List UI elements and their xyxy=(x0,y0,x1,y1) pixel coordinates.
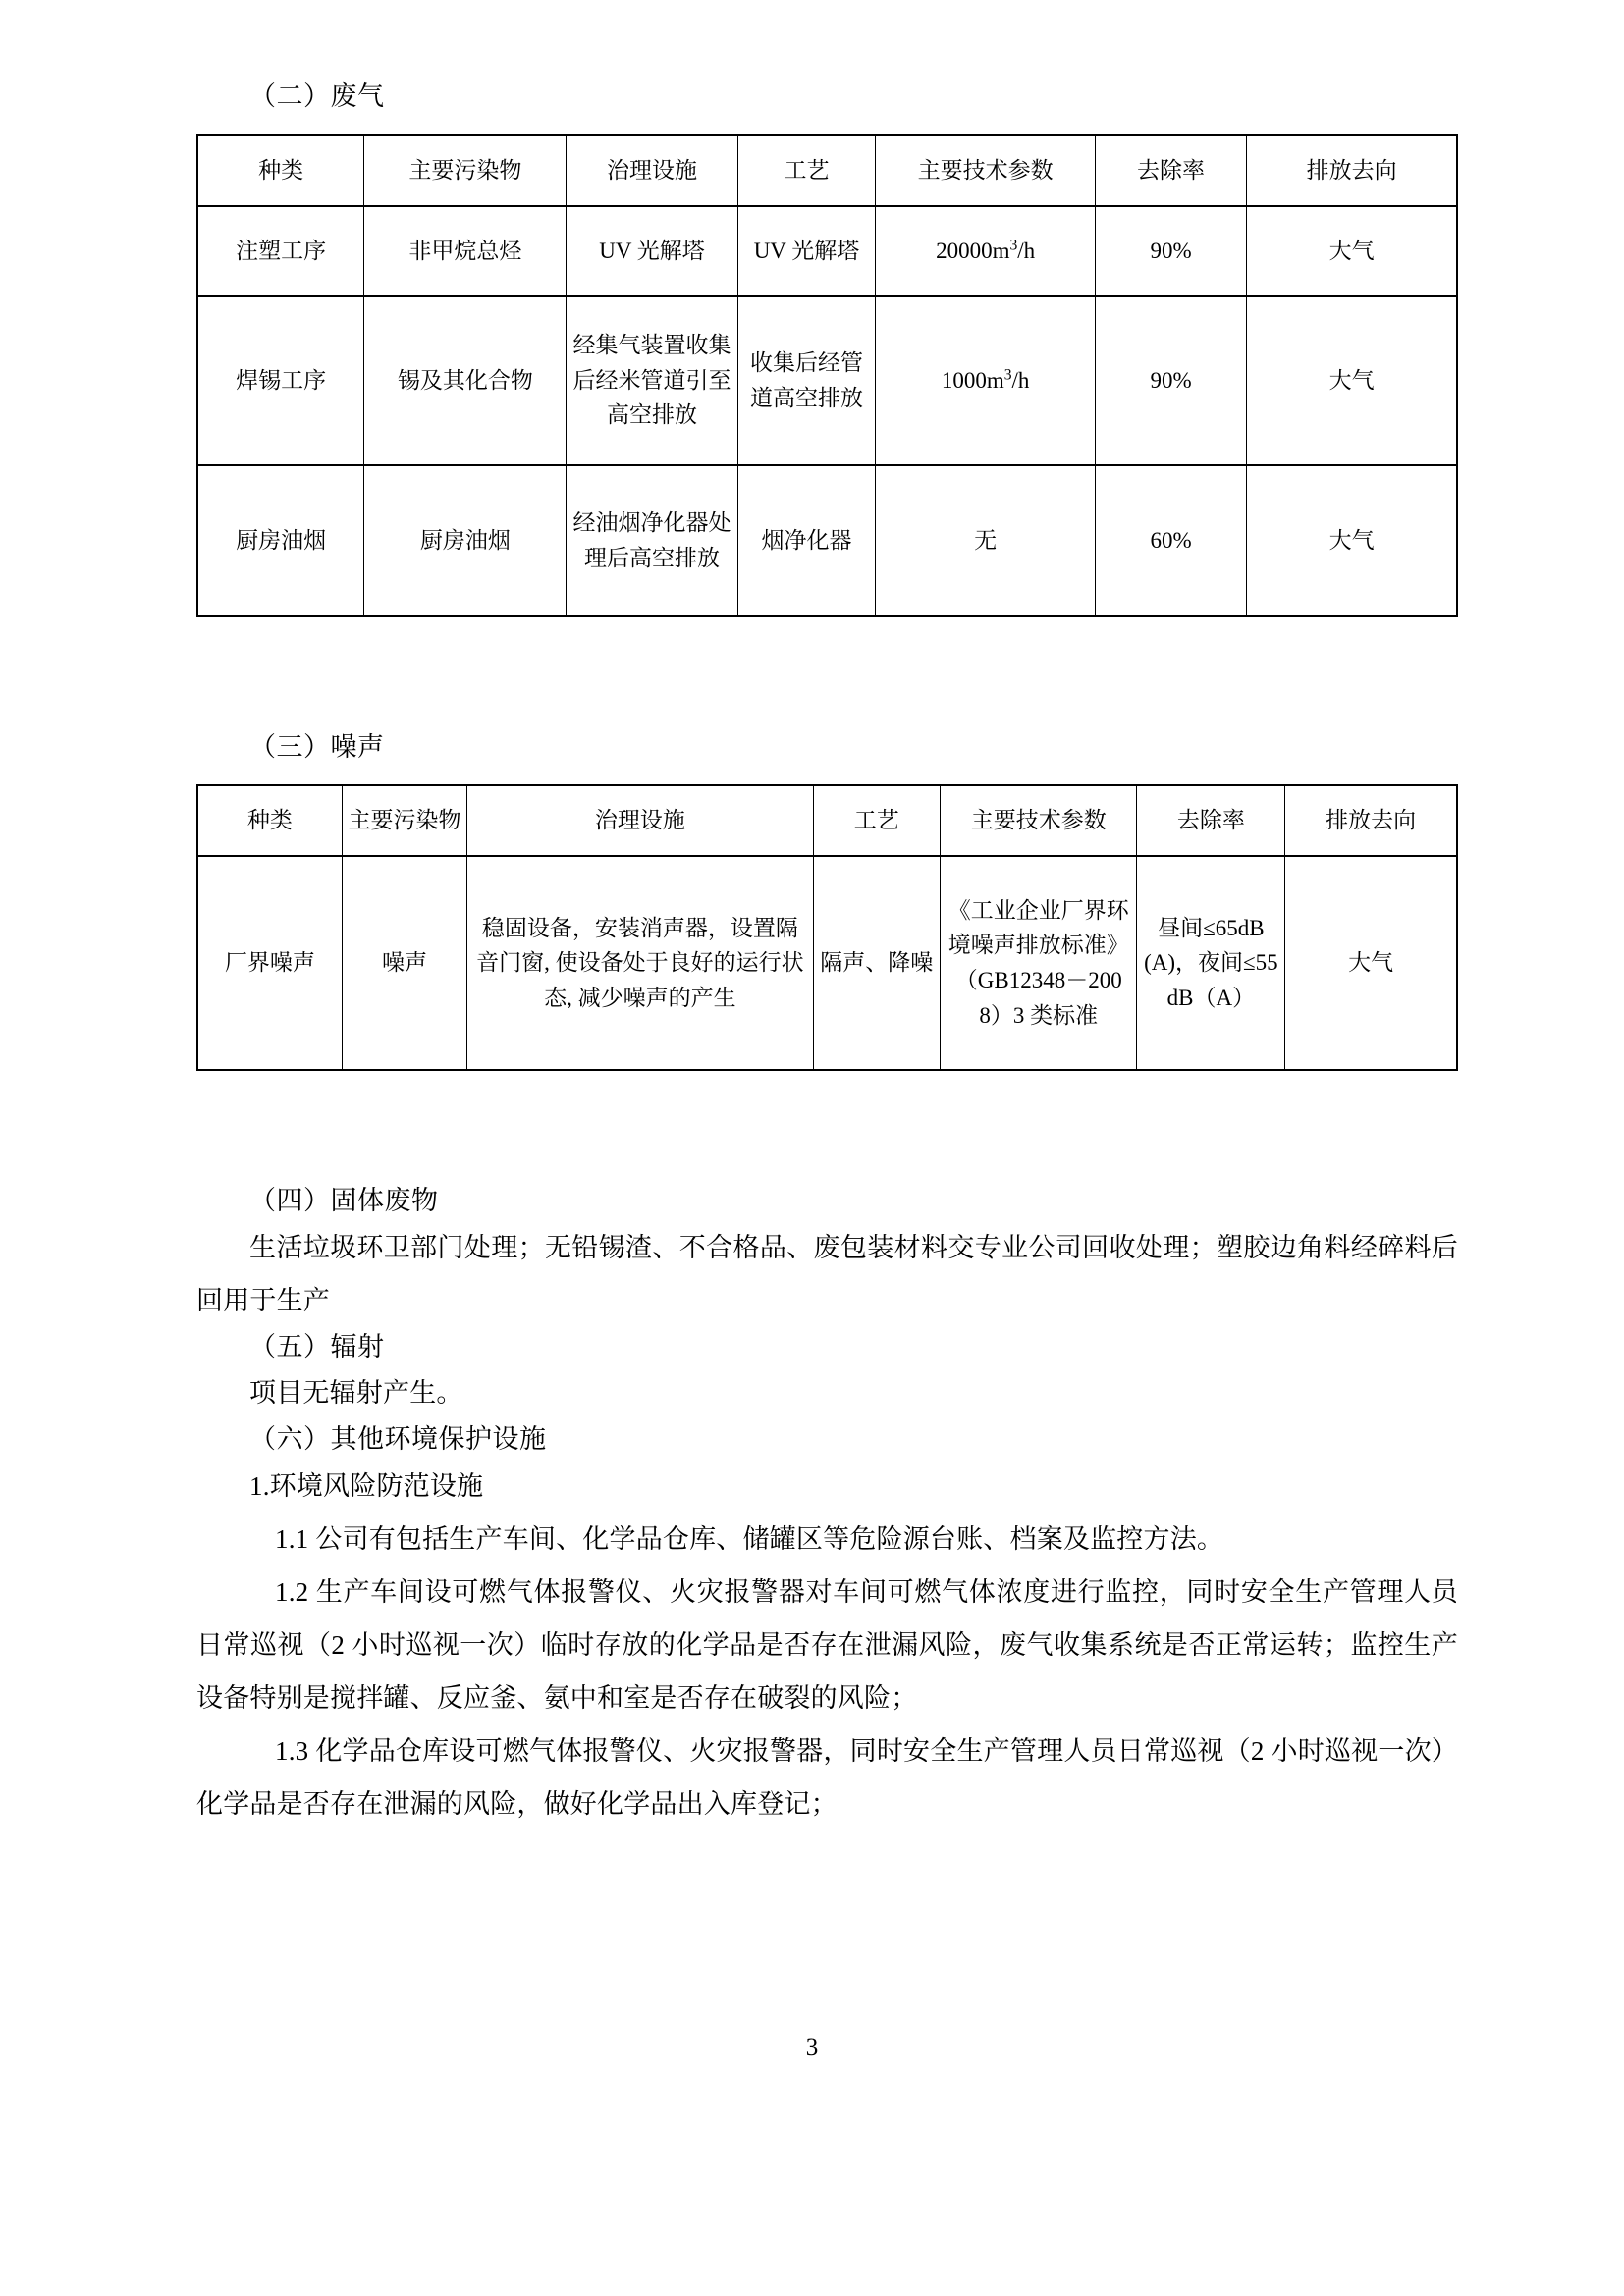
cell-process: 收集后经管道高空排放 xyxy=(737,296,876,465)
subheading-risk-prevention: 1.环境风险防范设施 xyxy=(249,1470,484,1501)
cell-removal: 90% xyxy=(1095,296,1246,465)
section-heading-noise: （三）噪声 xyxy=(249,731,385,762)
paragraph-solid-waste: 生活垃圾环卫部门处理；无铅锡渣、不合格品、废包装材料交专业公司回收处理；塑胶边角料经碎料后回用于生产 xyxy=(196,1232,1458,1315)
gap-after-noise-table-2 xyxy=(196,1148,1458,1181)
table-row xyxy=(197,856,1457,1070)
section-heading-waste-gas: （二）废气 xyxy=(249,81,385,111)
header-cell-pollutant: 主要污染物 xyxy=(342,785,466,856)
cell-parameter-tail: /h xyxy=(1011,367,1030,393)
paragraph-item-1-1: 1.1 公司有包括生产车间、化学品仓库、储罐区等危险源台账、档案及监控方法。 xyxy=(275,1523,1224,1554)
header-cell-kind: 种类 xyxy=(197,135,364,206)
cell-parameter-value: 无 xyxy=(974,527,998,553)
table-header-row xyxy=(197,785,1457,856)
cell-kind: 焊锡工序 xyxy=(197,296,364,465)
cell-discharge: 大气 xyxy=(1247,296,1457,465)
top-spacer xyxy=(196,0,1458,77)
section-heading-radiation: （五）辐射 xyxy=(249,1331,385,1362)
header-cell-process: 工艺 xyxy=(737,135,876,206)
section-heading-solid-waste: （四）固体废物 xyxy=(249,1186,439,1215)
cell-removal: 昼间≤65dB(A)，夜间≤55dB（A） xyxy=(1137,856,1285,1070)
cell-removal: 60% xyxy=(1095,465,1246,616)
gap-after-waste-gas-table xyxy=(196,617,1458,694)
cell-kind: 注塑工序 xyxy=(197,206,364,296)
cell-parameter: 《工业企业厂界环境噪声排放标准》（GB12348－2008）3 类标准 xyxy=(941,856,1137,1070)
cell-pollutant: 厨房油烟 xyxy=(364,465,567,616)
page-number: 3 xyxy=(805,2034,819,2060)
paragraph-item-1-3: 1.3 化学品仓库设可燃气体报警仪、火灾报警器，同时安全生产管理人员日常巡视（2 小时巡视一次）化学品是否存在泄漏的风险，做好化学品出入库登记； xyxy=(196,1735,1458,1819)
header-cell-facility: 治理设施 xyxy=(467,785,813,856)
cell-kind: 厂界噪声 xyxy=(197,856,342,1070)
cell-facility: 经集气装置收集后经米管道引至高空排放 xyxy=(567,296,737,465)
cell-kind: 厨房油烟 xyxy=(197,465,364,616)
cell-parameter-value: 20000m xyxy=(936,238,1010,263)
noise-table xyxy=(196,784,1458,1071)
cell-discharge: 大气 xyxy=(1247,206,1457,296)
table-row xyxy=(197,296,1457,465)
header-cell-process: 工艺 xyxy=(813,785,941,856)
header-cell-removal: 去除率 xyxy=(1137,785,1285,856)
cell-facility: 稳固设备，安装消声器，设置隔音门窗, 使设备处于良好的运行状态, 减少噪声的产生 xyxy=(467,856,813,1070)
gap-before-noise-table xyxy=(196,767,1458,784)
cell-parameter xyxy=(876,206,1096,296)
waste-gas-table xyxy=(196,134,1458,617)
gap-after-waste-gas-table-2 xyxy=(196,694,1458,727)
cell-process: 隔声、降噪 xyxy=(813,856,941,1070)
paragraph-item-1-2: 1.2 生产车间设可燃气体报警仪、火灾报警器对车间可燃气体浓度进行监控，同时安全生产管理人员日常巡视（2 小时巡视一次）临时存放的化学品是否存在泄漏风险，废气收集系统是否正常运转；监控生产设备特别是搅拌罐、反应釜、氨中和室是否存在破裂的风险； xyxy=(196,1576,1458,1713)
cell-facility: 经油烟净化器处理后高空排放 xyxy=(567,465,737,616)
cell-facility: UV 光解塔 xyxy=(567,206,737,296)
header-cell-discharge: 排放去向 xyxy=(1285,785,1457,856)
header-cell-discharge: 排放去向 xyxy=(1247,135,1457,206)
gap-after-noise-table xyxy=(196,1071,1458,1148)
table-row xyxy=(197,206,1457,296)
cell-process: UV 光解塔 xyxy=(737,206,876,296)
cell-removal: 90% xyxy=(1095,206,1246,296)
header-cell-removal: 去除率 xyxy=(1095,135,1246,206)
header-cell-facility: 治理设施 xyxy=(567,135,737,206)
cell-parameter-exponent: 3 xyxy=(1009,237,1018,254)
section-heading-other-facilities: （六）其他环境保护设施 xyxy=(249,1424,547,1454)
header-cell-parameter: 主要技术参数 xyxy=(876,135,1096,206)
cell-process: 烟净化器 xyxy=(737,465,876,616)
gap-before-waste-gas-table xyxy=(196,117,1458,134)
cell-discharge: 大气 xyxy=(1247,465,1457,616)
paragraph-radiation: 项目无辐射产生。 xyxy=(249,1378,463,1408)
cell-pollutant: 锡及其化合物 xyxy=(364,296,567,465)
header-cell-kind: 种类 xyxy=(197,785,342,856)
cell-pollutant: 噪声 xyxy=(342,856,466,1070)
cell-parameter xyxy=(876,465,1096,616)
page-content xyxy=(196,0,1458,1831)
table-row xyxy=(197,465,1457,616)
cell-parameter-tail: /h xyxy=(1017,238,1036,263)
cell-parameter-value: 1000m xyxy=(941,367,1004,393)
cell-parameter-exponent: 3 xyxy=(1003,366,1012,384)
cell-parameter xyxy=(876,296,1096,465)
table-header-row xyxy=(197,135,1457,206)
cell-discharge: 大气 xyxy=(1285,856,1457,1070)
header-cell-pollutant: 主要污染物 xyxy=(364,135,567,206)
header-cell-parameter: 主要技术参数 xyxy=(941,785,1137,856)
cell-pollutant: 非甲烷总烃 xyxy=(364,206,567,296)
